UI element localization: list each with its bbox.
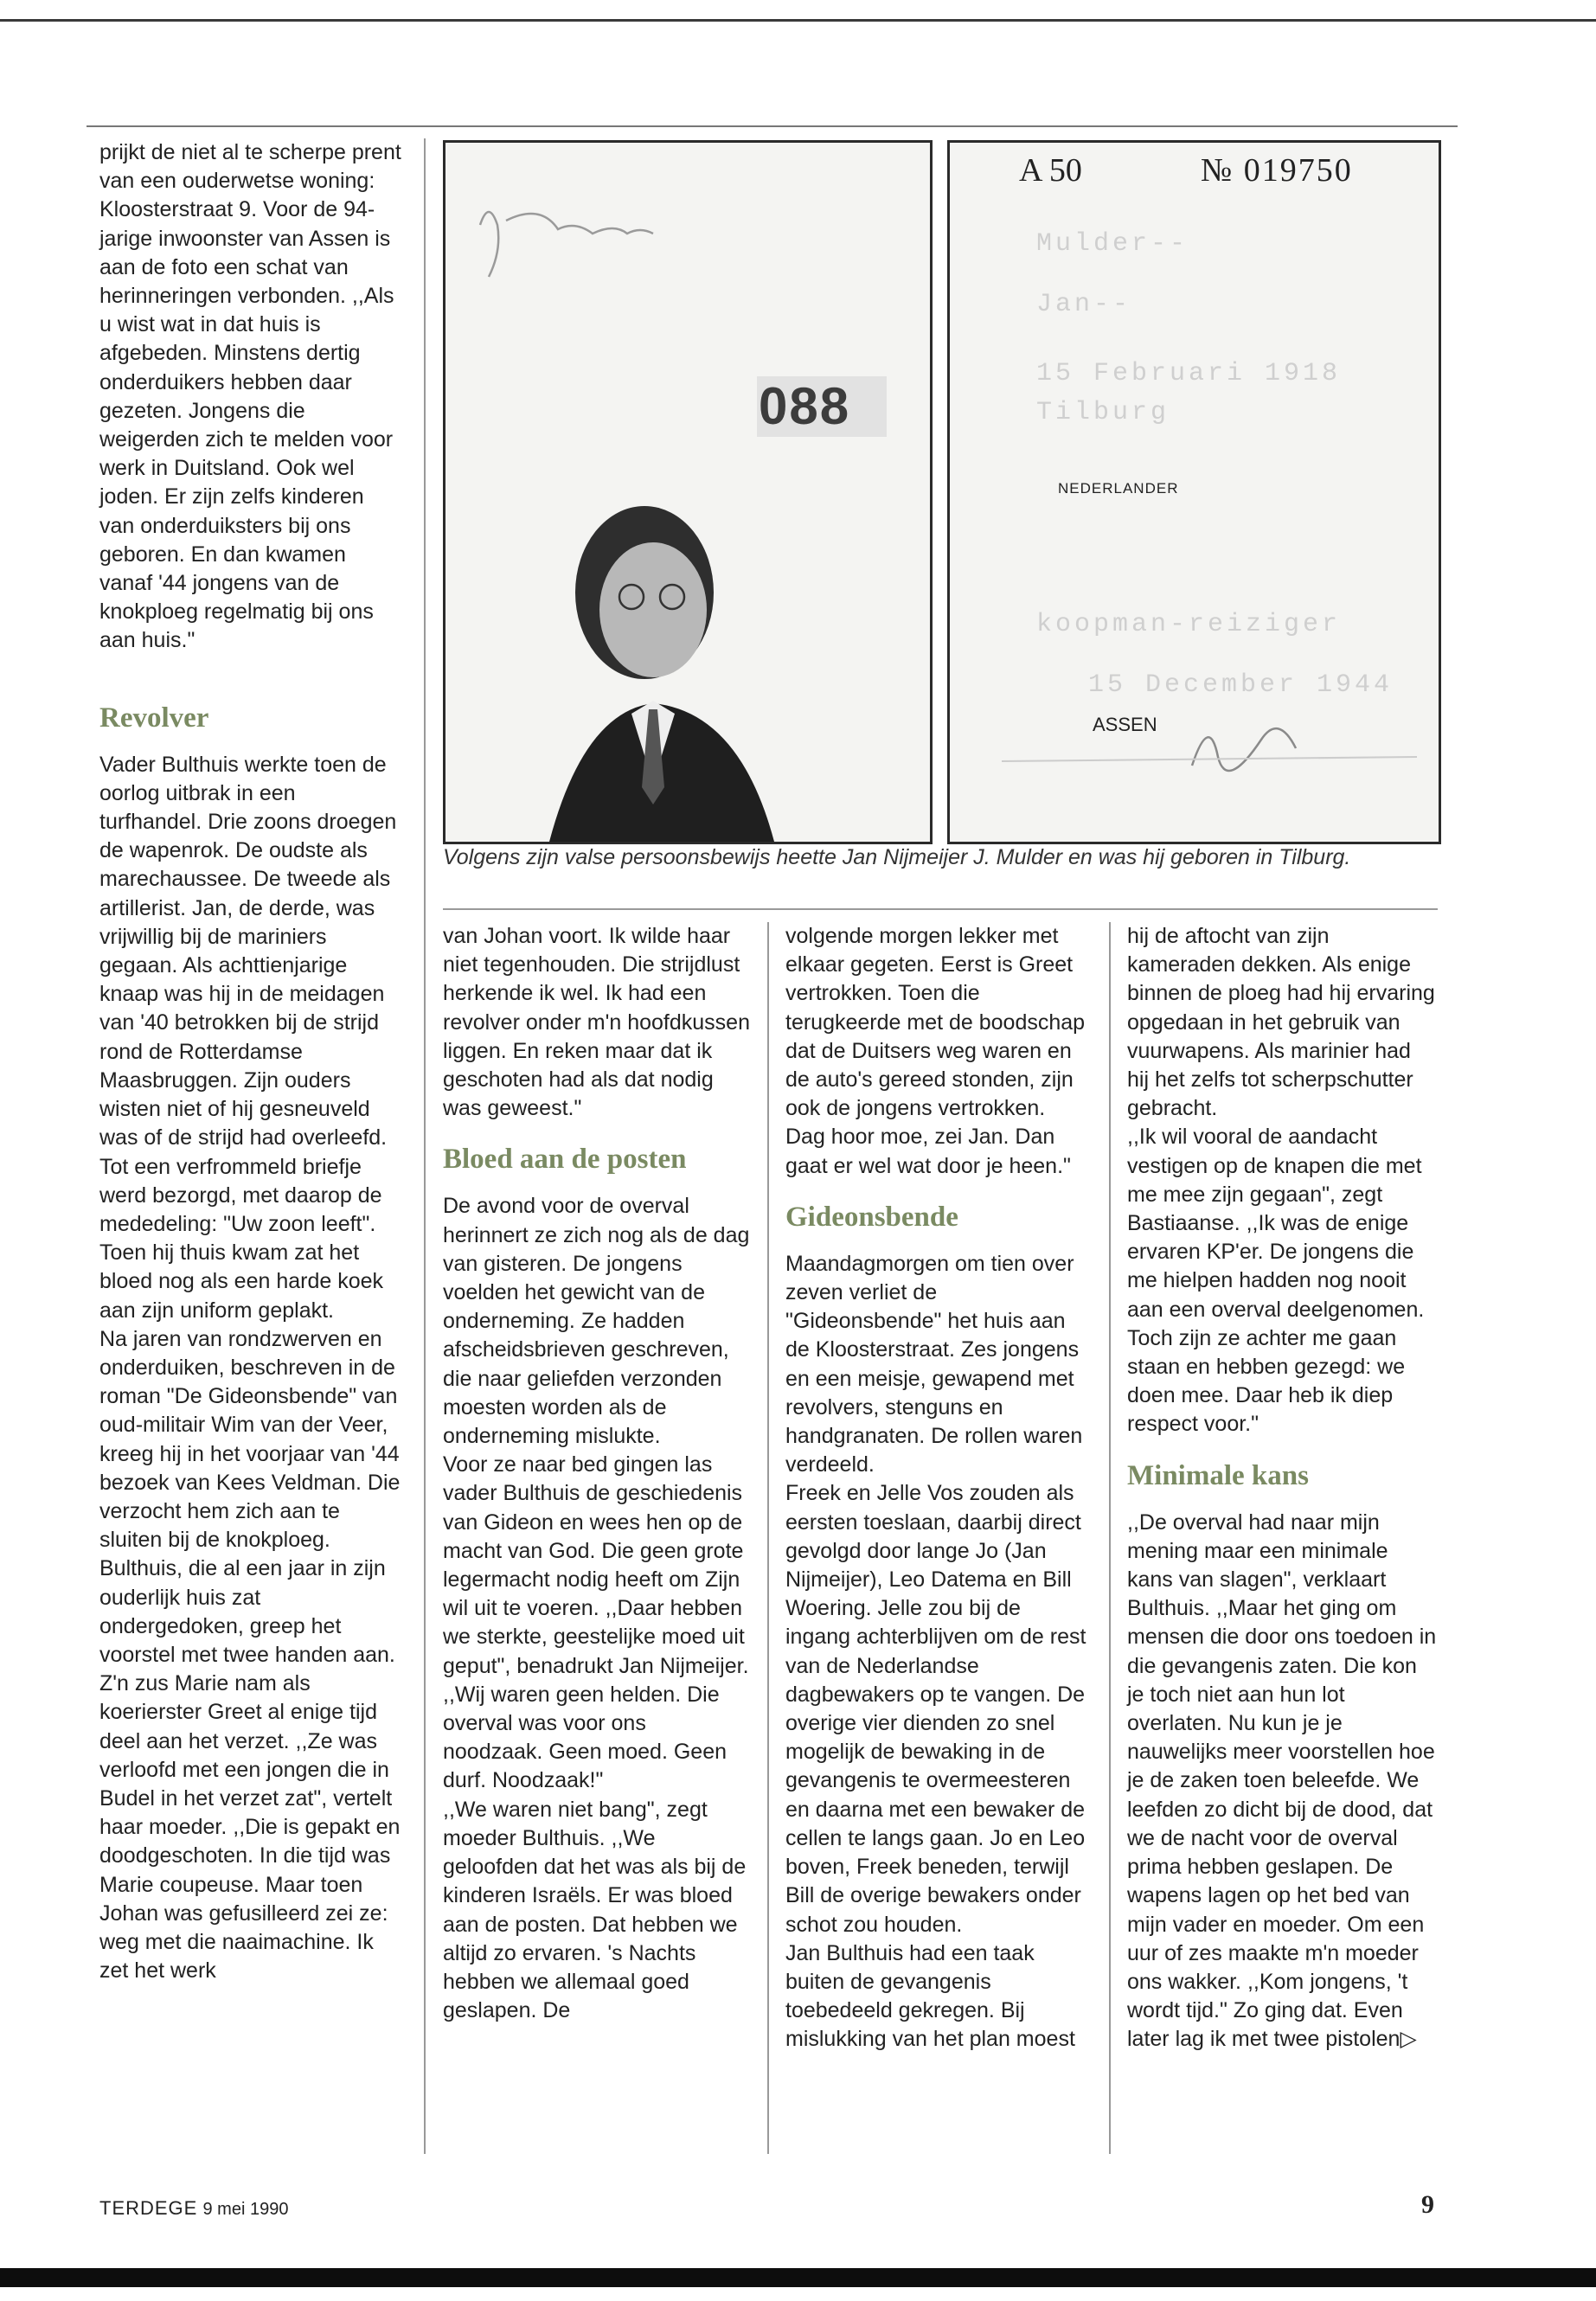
document-number: № 019750 bbox=[1201, 152, 1353, 189]
stamp-number: 088 bbox=[759, 377, 851, 435]
document-nationality: NEDERLANDER bbox=[1058, 480, 1179, 497]
column-divider bbox=[767, 922, 769, 2154]
paragraph: Na jaren van rondzwerven en onderduiken, beschreven in de roman "De Gideonsbende" van oud-militair Wim van der Veer, kreeg hij in het voorjaar van '44 bezoek van Kees Veldman. Die verzocht hem zich aan te sluiten bij de knokploeg. Bulthuis, die al een jaar in zijn ouderlijk huis zat ondergedoken, greep het voorstel met twee handen aan. bbox=[99, 1326, 401, 1667]
faint-line: Jan-- bbox=[1036, 290, 1132, 319]
id-photo-artwork bbox=[445, 143, 930, 842]
paragraph: hij de aftocht van zijn kameraden dekken. Als enige binnen de ploeg had hij ervaring opgedaan in het gebruik van vuurwapens. Als marinier had hij het zelfs tot scherpschutter gebracht. bbox=[1127, 924, 1435, 1121]
signature-scribble bbox=[480, 212, 653, 277]
document-signature bbox=[950, 143, 1439, 842]
paragraph: Voor ze naar bed gingen las vader Bulthuis de geschiedenis van Gideon en wees hen op de macht van God. Die geen grote legermacht nodig heeft om Zijn wil uit te voeren. ,,Daar hebben we sterkte, geestelijke moed uit geput", benadrukt Jan Nijmeijer. ,,Wij waren geen helden. Die overval was voor ons noodzaak. Geen moed. Geen durf. Noodzaak!" bbox=[443, 1452, 749, 1793]
paragraph: ,,We waren niet bang", zegt moeder Bulthuis. ,,We geloofden dat het was als bij de kinderen Israëls. Er was bloed aan de posten. Dat hebben we altijd zo ervaren. 's Nachts hebben we allemaal goed geslapen. De bbox=[443, 1797, 747, 2023]
column-1 bbox=[99, 138, 402, 1985]
continue-arrow-icon: ▷ bbox=[1400, 2027, 1417, 2052]
heading-gideonsbende: Gideonsbende bbox=[785, 1201, 958, 1233]
footer-publication bbox=[99, 2197, 288, 2220]
bottom-rule bbox=[0, 2268, 1596, 2287]
heading-revolver: Revolver bbox=[99, 702, 209, 734]
paragraph: volgende morgen lekker met elkaar gegeten. Eerst is Greet vertrokken. Toen die terugkeerde met de boodschap dat de Duitsers weg waren en de auto's gereed stonden, zijn ook de jongens vertrokken. Dag hoor moe, zei Jan. Dan gaat er wel wat door je heen." bbox=[785, 924, 1086, 1178]
paragraph: ,,Ik wil vooral de aandacht vestigen op de knapen die met me mee zijn gegaan", zegt Bastiaanse. ,,Ik was de enige ervaren KP'er. De jongens die me hielpen hadden nog nooit aan een overval deelgenomen. Toch zijn ze achter me gaan staan en hebben gezegd: we doen mee. Daar heb ik diep respect voor." bbox=[1127, 1125, 1425, 1437]
page-number: 9 bbox=[1421, 2190, 1434, 2219]
document-place: ASSEN bbox=[1093, 714, 1157, 735]
faint-line: 15 December 1944 bbox=[1088, 670, 1394, 700]
paragraph: van Johan voort. Ik wilde haar niet tegenhouden. Die strijdlust herkende ik wel. Ik had een revolver onder m'n hoofdkussen liggen. En reken maar dat ik geschoten had als dat nodig was geweest." bbox=[443, 924, 750, 1121]
caption-rule bbox=[443, 908, 1438, 910]
column-divider bbox=[424, 138, 426, 2154]
faint-line: koopman-reiziger bbox=[1036, 610, 1342, 639]
faint-line: 15 Februari 1918 bbox=[1036, 359, 1342, 388]
paragraph: Freek en Jelle Vos zouden als eersten toeslaan, daarbij direct gevolgd door lange Jo (Jan Nijmeijer), Leo Datema en Bill Woering. Jelle zou bij de ingang achterblijven om de rest van de Nederlandse dagbewakers op te vangen. De overige vier dienden zo snel mogelijk de bewaking in de gevangenis te overmeesteren en daarna met een bewaker de cellen te langs gaan. Jo en Leo boven, Freek beneden, terwijl Bill de overige bewakers onder schot zou houden. bbox=[785, 1481, 1086, 1937]
figure-caption: Volgens zijn valse persoonsbewijs heette Jan Nijmeijer J. Mulder en was hij geboren in Tilburg. bbox=[443, 845, 1351, 869]
paragraph: Z'n zus Marie nam als koerierster Greet al enige tijd deel aan het verzet. ,,Ze was verloofd met een jongen die in Budel in het verzet zat", vertelt haar moeder. ,,Die is gepakt en doodgeschoten. In die tijd was Marie coupeuse. Maar toen Johan was gefusilleerd zei ze: weg met die naaimachine. Ik zet het werk bbox=[99, 1671, 401, 1984]
id-data-page bbox=[947, 140, 1441, 844]
paragraph: De avond voor de overval herinnert ze zich nog als de dag van gisteren. De jongens voelden het gewicht van de onderneming. Ze hadden afscheidsbrieven geschreven, die naar geliefden verzonden moesten worden als de onderneming mislukte. bbox=[443, 1194, 750, 1449]
paragraph: Vader Bulthuis werkte toen de oorlog uitbrak in een turfhandel. Drie zoons droegen de wapenrok. De oudste als marechaussee. De tweede als artillerist. Jan, de derde, was vrijwillig bij de mariniers gegaan. Als achttienjarige knaap was hij in de meidagen van '40 betrokken bij de strijd rond de Rotterdamse Maasbruggen. Zijn ouders wisten niet of hij gesneuveld was of de strijd had overleefd. Tot een verfrommeld briefje werd bezorgd, met daarop de mededeling: "Uw zoon leeft". Toen hij thuis kwam zat het bloed nog als een harde koek aan zijn uniform geplakt. bbox=[99, 752, 397, 1323]
column-3 bbox=[785, 922, 1088, 2054]
paragraph: Jan Bulthuis had een taak buiten de gevangenis toebedeeld gekregen. Bij mislukking van het plan moest bbox=[785, 1940, 1075, 2052]
document-series: A 50 bbox=[1019, 152, 1082, 189]
top-rule bbox=[0, 19, 1596, 22]
heading-minimale-kans: Minimale kans bbox=[1127, 1459, 1309, 1491]
frame-rule bbox=[87, 125, 1458, 127]
column-divider bbox=[1109, 922, 1111, 2154]
magazine-name: TERDEGE bbox=[99, 2197, 198, 2219]
column-4 bbox=[1127, 922, 1437, 2054]
paragraph: Maandagmorgen om tien over zeven verliet de "Gideonsbende" het huis aan de Kloosterstraat. Zes jongens en een meisje, gewapend met revolvers, stenguns en handgranaten. De rollen waren verdeeld. bbox=[785, 1251, 1083, 1477]
paragraph: prijkt de niet al te scherpe prent van een ouderwetse woning: Kloosterstraat 9. Voor de 94-jarige inwoonster van Assen is aan de foto een schat van herinneringen verbonden. ,,Als u wist wat in dat huis is afgebeden. Minstens dertig onderduikers hebben daar gezeten. Jongens die weigerden zich te melden voor werk in Duitsland. Ook wel joden. Er zijn zelfs kinderen van onderduiksters bij ons geboren. En dan kwamen vanaf '44 jongens van de knokploeg regelmatig bij ons aan huis." bbox=[99, 140, 401, 653]
heading-bloed-aan-de-posten: Bloed aan de posten bbox=[443, 1144, 687, 1176]
faint-line: Mulder-- bbox=[1036, 229, 1189, 259]
id-photo-page bbox=[443, 140, 933, 844]
paragraph bbox=[1127, 1509, 1437, 2054]
paragraph-text: ,,De overval had naar mijn mening maar een minimale kans van slagen", verklaart Bulthuis. ,,Maar het ging om mensen die door ons toedoen in die gevangenis zaten. Die kon je toch niet aan hun lot overlaten. Nu kun je je nauwelijks meer voorstellen hoe je de zaken toen beleefde. We leefden zo dicht bij de dood, dat we de nacht voor de overval prima hebben geslapen. De wapens lagen op het bed van mijn vader en moeder. Om een uur of zes maakte m'n moeder ons wakker. ,,Kom jongens, 't wordt tijd." Zo ging dat. Even later lag ik met twee pistolen bbox=[1127, 1509, 1437, 2052]
issue-date: 9 mei 1990 bbox=[202, 2200, 289, 2219]
faint-line: Tilburg bbox=[1036, 398, 1170, 427]
portrait-face bbox=[599, 542, 707, 677]
column-2 bbox=[443, 922, 750, 2025]
